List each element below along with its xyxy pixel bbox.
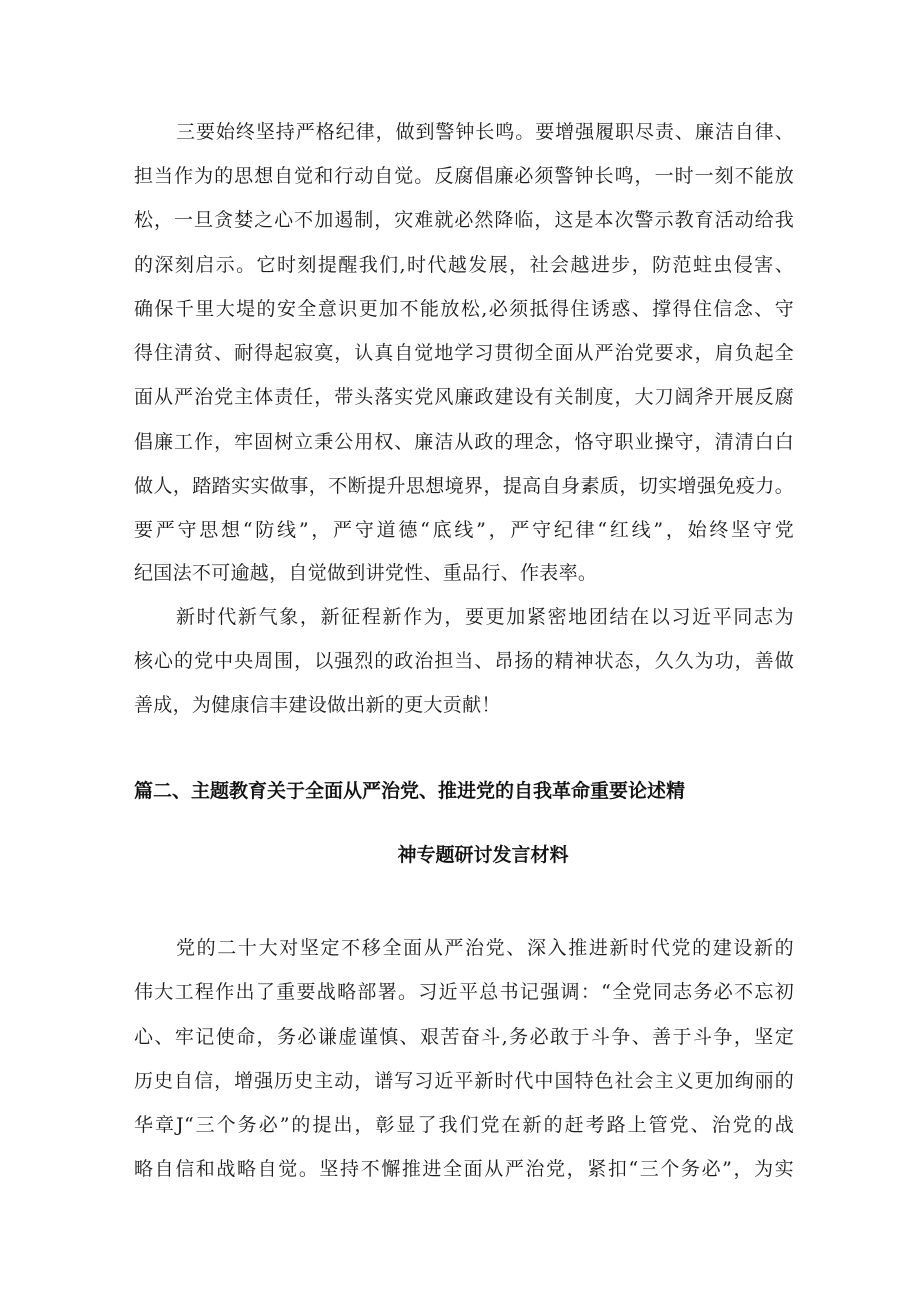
text-line: 面从严治党主体责任，带头落实党风廉政建设有关制度，大刀阔斧开展反腐 bbox=[134, 386, 794, 408]
text-line: 历史自信，增强历史主动，谱写习近平新时代中国特色社会主义更加绚丽的 bbox=[134, 1070, 794, 1092]
section-title-line-2: 神专题研讨发言材料 bbox=[397, 844, 569, 866]
text-line: 纪国法不可逾越，自觉做到讲党性、重品行、作表率。 bbox=[134, 562, 598, 584]
text-line: 新时代新气象，新征程新作为，要更加紧密地团结在以习近平同志为 bbox=[176, 606, 794, 628]
text-line: 松，一旦贪婪之心不加遏制，灾难就必然降临，这是本次警示教育活动给我 bbox=[134, 209, 794, 231]
text-line: 三要始终坚持严格纪律，做到警钟长鸣。要增强履职尽责、廉洁自律、 bbox=[176, 121, 794, 143]
text-line: 确保千里大堤的安全意识更加不能放松,必须抵得住诱惑、撑得住信念、守 bbox=[134, 298, 794, 320]
text-line: 要严守思想“防线”，严守道德“底线”，严守纪律“红线”，始终坚守党 bbox=[134, 519, 794, 541]
text-line: 略自信和战略自觉。坚持不懈推进全面从严治党，紧扣“三个务必”，为实 bbox=[134, 1158, 794, 1180]
text-line: 得住清贫、耐得起寂寞，认真自觉地学习贯彻全面从严治党要求，肩负起全 bbox=[134, 342, 794, 364]
section-title-line-1: 篇二、主题教育关于全面从严治党、推进党的自我革命重要论述精 bbox=[134, 780, 686, 802]
text-line: 善成，为健康信丰建设做出新的更大贡献！ bbox=[134, 694, 501, 716]
text-line: 的深刻启示。它时刻提醒我们,时代越发展，社会越进步，防范蛀虫侵害、 bbox=[134, 254, 794, 276]
text-line: 做人，踏踏实实做事，不断提升思想境界，提高自身素质，切实增强免疫力。 bbox=[134, 475, 794, 497]
text-line: 担当作为的思想自觉和行动自觉。反腐倡廉必须警钟长鸣，一时一刻不能放 bbox=[134, 165, 794, 187]
text-line: 伟大工程作出了重要战略部署。习近平总书记强调：“全党同志务必不忘初 bbox=[134, 981, 794, 1003]
text-line: 核心的党中央周围，以强烈的政治担当、昂扬的精神状态，久久为功，善做 bbox=[134, 650, 794, 672]
text-line: 心、牢记使命，务必谦虚谨慎、艰苦奋斗,务必敢于斗争、善于斗争，坚定 bbox=[134, 1026, 794, 1048]
text-line: 倡廉工作，牢固树立秉公用权、廉洁从政的理念，恪守职业操守，清清白白 bbox=[134, 431, 794, 453]
text-line: 华章J“三个务必”的提出，彰显了我们党在新的赶考路上管党、治党的战 bbox=[134, 1114, 794, 1136]
text-line: 党的二十大对坚定不移全面从严治党、深入推进新时代党的建设新的 bbox=[176, 937, 794, 959]
